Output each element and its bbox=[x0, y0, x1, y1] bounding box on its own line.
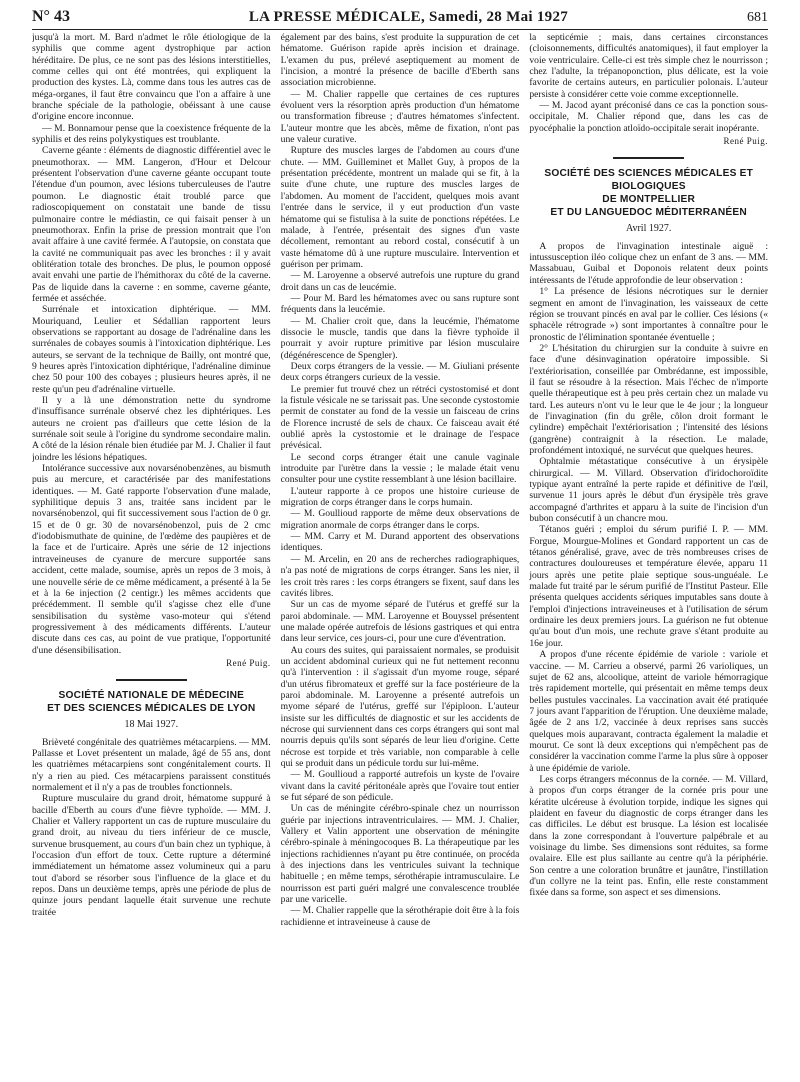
page-header bbox=[32, 4, 768, 30]
paragraph: jusqu'à la mort. M. Bard n'admet le rôle étiologique de la syphilis que comme agent dystrophique par action héréditaire. De plus, ce ne sont pas des lésions interstitielles, comme celles qui ont été montrées, qui expliquent la production des kystes. Là, comme dans tous les autres cas de méga-organes, il faut être convaincu que l'on a affaire à une branche spéciale de la pathologie, obéissant à une cause d'origine encore inconnue. bbox=[32, 32, 271, 123]
paragraph: — M. Goullioud rapporte de même deux observations de migration anormale de corps étranger dans le corps. bbox=[280, 508, 520, 531]
section-divider bbox=[116, 679, 188, 681]
paragraph: la septicémie ; mais, dans certaines circonstances (cloisonnements, difficultés anatomiques), il faut employer la voie ventriculaire. Celle-ci est très simple chez le nourrisson ; chez l'adulte, la trépanoponction, plus délicate, est la voie favorite de certains auteurs, en particulier polonais. L'auteur persiste à considérer cette voie comme exceptionnelle. bbox=[529, 32, 769, 100]
session-date: Avril 1927. bbox=[625, 223, 672, 235]
paragraph: Le second corps étranger était une canule vaginale introduite par l'urètre dans la vessie ; le malade était venu consulter pour une cystite ressemblant à une lésion bacillaire. bbox=[280, 451, 520, 486]
paragraph: — M. Laroyenne a observé autrefois une rupture du grand droit dans un cas de leucémie. bbox=[280, 270, 520, 293]
paragraph: — M. Goullioud a rapporté autrefois un kyste de l'ovaire vivant dans la cavité péritonéale après que l'ovaire tout entier se fut séparé de son pédicule. bbox=[280, 769, 520, 804]
paragraph: Surrénale et intoxication diphtérique. — MM. Mouriquand, Leulier et Sédallian rapportent leurs observations se rapportant au dosage de l'adrénaline dans les surrénales de cobayes soumis à l'intoxication diphtérique. Les auteurs, se servant de la technique de Bailly, ont montré que, 9 heures après l'intoxication diphtérique, l'adrénaline diminue chez 50 pour 100 des cobayes ; plusieurs heures après, il ne reste qu'un peu d'adrénaline virtuelle. bbox=[32, 304, 271, 395]
issue-number: N° 43 bbox=[32, 8, 70, 25]
page-number: 681 bbox=[746, 10, 768, 25]
column-2 bbox=[281, 32, 520, 1078]
paragraph: Caverne géante : éléments de diagnostic différentiel avec le pneumothorax. — MM. Langeron, d'Hour et Delcour présentent l'observation d'une caverne géante occupant toute l'étendue d'un poumon, avec lésions tuberculeuses de l'autre poumon. Le diagnostic était troublé parce que radioscopiquement on constatait une bande de tissu pulmonaire contre le médiastin, ce qui faisait penser à un pneumothorax. Enfin la prise de pression montrait que l'on avait affaire à une cavité fermée. A l'autopsie, on constata que la cavité ne communiquait pas avec les bronches : il y avait oblitération totale des bronches. De plus, le poumon opposé avait envahi une partie de l'hémithorax du côté de la caverne. Pas de liquide dans la caverne : en somme, caverne géante, fermée et asséchée. bbox=[32, 145, 271, 304]
session-date: 18 Mai 1927. bbox=[124, 719, 179, 731]
paragraph: Rupture des muscles larges de l'abdomen au cours d'une chute. — MM. Guilleminet et Mallet Guy, à propos de la présentation précédente, montrent un malade qui se fit, à la suite d'une chute, une rupture des muscles larges de l'abdomen. Au moment de l'accident, quelques mois avant l'entrée dans le service, il y eut production d'un vaste hématome qui se fistulisa à la suite de ponctions répétées. Le malade, à l'entrée, présentait des signes d'un vaste décollement, remontant au rebord costal, consécutif à un vaste hématome dû à une rupture musculaire. Intervention et guérison per primam. bbox=[280, 145, 520, 270]
section-divider bbox=[613, 157, 685, 159]
paragraph: Un cas de méningite cérébro-spinale chez un nourrisson guérie par injections intraventriculaires. — MM. J. Chalier, Vallery et Valin apportent une observation de méningite cérébro-spinale à méningocoques B. La thérapeutique par les injections rachidiennes n'ayant pu être continuée, on procéda à des injections dans les ventricules suivant la technique habituelle ; en même temps, sérothérapie intramusculaire. Le nourrisson est parti guéri malgré une convalescence troublée par une varicelle. bbox=[280, 803, 520, 906]
paragraph: Deux corps étrangers de la vessie. — M. Giuliani présente deux corps étrangers curieux de la vessie. bbox=[280, 360, 520, 384]
paragraph: Brièveté congénitale des quatrièmes métacarpiens. — MM. Pallasse et Lovet présentent un malade, âgé de 55 ans, dont les quatrièmes métacarpiens sont congénitalement courts. Il n'y a rien au pied. Ces métacarpiens paraissent constitués normalement et il n'y a pas de troubles fonctionnels. bbox=[32, 736, 271, 793]
society-heading bbox=[529, 167, 768, 219]
paragraph: — M. Chalier rappelle que certaines de ces ruptures évoluent vers la résorption après production d'un hématome ou transformation fibreuse ; d'autres hématomes s'infectent. L'auteur montre que les abcès, même de fixation, n'ont pas une valeur curative. bbox=[280, 88, 520, 146]
society-heading-line: SOCIÉTÉ DES SCIENCES MÉDICALES ET BIOLOGIQUES bbox=[544, 168, 754, 193]
paragraph: 1° La présence de lésions nécrotiques sur le dernier segment en amont de l'invagination, les vaisseaux de cette région se trouvant pincés en aval par le collier. Ces lésions (« sphacèle rétrograde ») sont importantes à connaître pour le pronostic de l'élimination spontanée éventuelle ; bbox=[529, 286, 769, 343]
paragraph: Tétanos guéri ; emploi du sérum purifié I. P. — MM. Forgue, Mourgue-Molines et Gondard rapportent un cas de tétanos généralisé, grave, avec de très nombreuses crises de contractures douloureuses et température élevée, apparu 11 jours après une petite plaie septique sous-unguéale. Le malade fut traité par le sérum purifié de l'Institut Pasteur. Elle présenta quelques accidents sériques imputables sans doute à l'emploi d'injections intraveineuses et à l'utilisation de sérum ordinaire les deux premiers jours. La guérison ne fut obtenue qu'au bout d'un mois, une rechute grave s'étant produite au 16e jour. bbox=[529, 524, 769, 649]
paragraph: A propos de l'invagination intestinale aiguë : intussusception iléo colique chez un enfant de 3 ans. — MM. Massabuau, Guibal et Doponois relatent deux points intéressants de l'étude approfondie de leur observation : bbox=[529, 240, 769, 286]
paragraph: — M. Chalier croit que, dans la leucémie, l'hématome dissocie le muscle, tandis que dans la fièvre typhoïde il pourrait y avoir rupture primitive par lésion musculaire (dégénérescence de Spengler). bbox=[280, 315, 520, 361]
society-heading-line: DE MONTPELLIER bbox=[602, 194, 696, 206]
paragraph: Sur un cas de myome séparé de l'utérus et greffé sur la paroi abdominale. — MM. Laroyenne et Bouyssel présentent une malade opérée autrefois de lésions gastriques et qui entra dans leur service, ces jours-ci, pour une cure d'éventration. bbox=[280, 599, 520, 645]
paragraph: Intolérance successive aux novarsénobenzènes, au bismuth puis au mercure, et caractérisée par des manifestations identiques. — M. Gaté rapporte l'observation d'une malade, syphilitique depuis 3 ans, traitée sans incident par le novarsénobenzol, qui fit successivement sous l'action de 0 gr. 15 et de 0 gr. 30 de novarsénobenzol, puis de 2 cmc d'iodobismuthate de quinine, de l'œdème des paupières et de la face et de l'urticaire. Après une série de 12 injections intraveineuses de cyanure de mercure supportée sans accident, cette malade, soumise, après un repos de 3 mois, à une nouvelle série de ce même médicament, a présenté à la 5e et à la 6e injection (2 centigr.) les mêmes accidents que précédemment. Il semble qu'il s'agisse chez elle d'une sensibilisation du système vaso-moteur qui s'étend progressivement à des médicaments différents. L'auteur discute dans ces cas, au point de vue pratique, l'opportunité d'une désensibilisation. bbox=[32, 463, 271, 656]
paragraph: Rupture musculaire du grand droit, hématome suppuré à bacille d'Eberth au cours d'une fièvre typhoïde. — MM. J. Chalier et Vallery rapportent un cas de rupture musculaire du grand droit, au niveau du tiers inférieur de ce muscle, survenue brusquement, au cours d'un bain chez un typhique, à l'occasion d'un effort de toux. Cette rupture a déterminé immédiatement un hématome assez volumineux qui a paru tout d'abord se résorber sous l'influence de la glace et du repos. Dans un deuxième temps, après une période de plus de quinze jours pendant laquelle était survenue une rechute traitée bbox=[32, 793, 271, 918]
paragraph: Les corps étrangers méconnus de la cornée. — M. Villard, à propos d'un corps étranger de la cornée pris pour une kératite ulcéreuse à évolution torpide, indique les signes qui plaident en faveur du diagnostic de corps étranger dans les cas difficiles. Le début est brusque. La lésion est localisée dans la zone correspondant à l'ouverture palpébrale et au voisinage du limbe. Ses dimensions sont réduites, sa forme ovalaire. Elle est plus saillante au centre qu'à la périphérie. Son centre a une coloration brunâtre et jaunâtre, l'instillation d'un collyre ne la teint pas. Enfin, elle reste constamment fixée dans sa forme, son aspect et ses dimensions. bbox=[529, 773, 769, 899]
paragraph: A propos d'une récente épidémie de variole : variole et vaccine. — M. Carrieu a observé, parmi 26 varioliques, un sujet de 62 ans, alcoolique, atteint de variole hémorragique très rapidement mortelle, qui présentait en même temps deux belles pustules vaccinales. La vaccination avait été pratiquée 7 jours avant l'apparition de l'éruption. Une deuxième malade, âgée de 2 ans 1/2, vaccinée à deux reprises sans succès quelques mois auparavant, contracta également la maladie et mourut. Ce sont là deux exceptions qui n'empêchent pas de considérer la vaccination comme l'arme la plus sûre à opposer à une épidémie de variole. bbox=[529, 649, 769, 774]
paragraph: Il y a là une démonstration nette du syndrome d'insuffisance surrénale observé chez les diphtériques. Les auteurs ne croient pas d'ailleurs que cette lésion de la surrénale soit seule à l'origine du syndrome secondaire malin. A côté de la lésion rénale bien étudiée par M. J. Chalier il faut joindre les lésions hépatiques. bbox=[32, 395, 271, 463]
paragraph: Ophtalmie métastatique consécutive à un érysipèle chirurgical. — M. Villard. Observation d'iridochoroïdite typique ayant entraîné la perte rapide et définitive de l'œil, survenue 11 jours après le début d'un érysipèle très grave accompagné d'arthrites et apparu à la suite de l'incision d'un bubon consécutif à un chancre mou. bbox=[529, 456, 769, 525]
author-signature: René Puig. bbox=[723, 136, 769, 147]
author-signature: René Puig. bbox=[226, 657, 271, 668]
journal-title: LA PRESSE MÉDICALE, Samedi, 28 Mai 1927 bbox=[248, 9, 569, 25]
column-1 bbox=[32, 32, 271, 1078]
society-heading-line: ET DES SCIENCES MÉDICALES DE LYON bbox=[47, 703, 256, 715]
paragraph: — M. Bonnamour pense que la coexistence fréquente de la syphilis et des reins polykystiques est troublante. bbox=[32, 122, 271, 146]
paragraph: — MM. Carry et M. Durand apportent des observations identiques. bbox=[280, 531, 520, 554]
society-heading-line: SOCIÉTÉ NATIONALE DE MÉDECINE bbox=[58, 690, 245, 702]
society-heading-line: ET DU LANGUEDOC MÉDITERRANÉEN bbox=[550, 207, 747, 219]
paragraph: 2° L'hésitation du chirurgien sur la conduite à suivre en face d'une désinvagination opératoire impossible. Si l'extériorisation, conseillée par Ombrédanne, est impossible, il faut se résoudre à la résection. Mais l'échec de n'importe quelle thérapeutique est à peu près certain chez un malade vu tard. Les auteurs n'ont vu le leur que le 4e jour ; la longueur de l'invagination (fin du grêle, côlon droit formant le cylindre) empêchait l'extériorisation ; l'intensité des lésions (gangrène) contraignit à la résection. Le malade, profondément intoxiqué, ne survécut que quelques heures. bbox=[529, 342, 769, 456]
paragraph: — M. Jacod ayant préconisé dans ce cas la ponction sous-occipitale, M. Chalier répond que, dans les cas de pyocéphalie la ponction atloïdo-occipitale serait inopérante. bbox=[529, 100, 769, 134]
paragraph: Au cours des suites, qui paraissaient normales, se produisit un accident abdominal curieux qui ne fut nettement reconnu qu'à l'intervention : il s'agissait d'un myome rouge, séparé d'un utérus fibromateux et greffé sur la face postérieure de la paroi abdominale. M. Laroyenne a présenté autrefois un myome séparé de l'utérus, greffé sur l'épiploon. L'auteur insiste sur les difficultés de diagnostic et sur les accidents de nécrose qui surviennent dans ces corps étrangers qui sont mal nourris depuis qu'ils sont séparés de leur lieu d'origine. Cette nécrose est torpide et très variable, non comparable à celle qui se produit dans un pédicule tordu sur lui-même. bbox=[280, 644, 520, 769]
article-columns bbox=[32, 32, 768, 1078]
society-heading bbox=[32, 689, 271, 715]
paragraph: Le premier fut trouvé chez un rétréci cystostomisé et dont la fistule vésicale ne se tarissait pas. Une seconde cystostomie permit de constater au fond de la vessie un faisceau de crins de Florence incrusté de sels de chaux. Ce faisceau avait été oublié après la cystostomie et le drainage de l'espace prévésical. bbox=[280, 383, 520, 452]
column-3 bbox=[529, 32, 768, 1078]
paragraph: — Pour M. Bard les hématomes avec ou sans rupture sont fréquents dans la leucémie. bbox=[280, 292, 520, 316]
paragraph: également par des bains, s'est produite la suppuration de cet hématome. Guérison rapide après incision et drainage. L'examen du pus, prélevé aseptiquement au moment de l'incision, a montré la présence de bacille d'Eberth sans association microbienne. bbox=[280, 32, 520, 89]
paragraph: — M. Arcelin, en 20 ans de recherches radiographiques, n'a pas noté de migrations de corps étranger. Sans les nier, il les croit très rares : les corps étrangers se fixent, sauf dans les cavités libres. bbox=[280, 553, 520, 599]
paragraph: — M. Chalier rappelle que la sérothérapie doit être à la fois rachidienne et intraveineuse à cause de bbox=[280, 905, 520, 928]
paragraph: L'auteur rapporte à ce propos une histoire curieuse de migration de corps étranger dans le corps humain. bbox=[280, 485, 520, 509]
